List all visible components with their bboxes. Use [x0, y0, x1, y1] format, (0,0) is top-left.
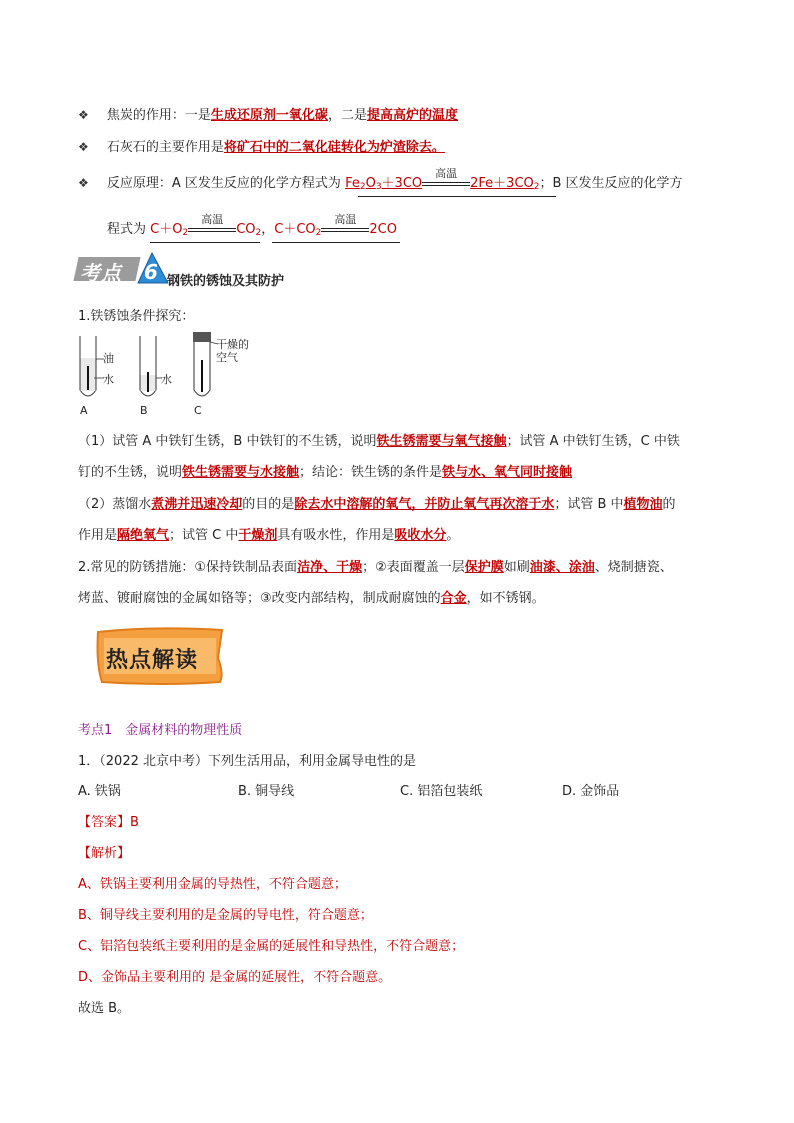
text: 焦炭的作用：一是 [106, 108, 211, 123]
option-c: C. 铝箔包装纸 [400, 784, 483, 799]
answer-underline [272, 242, 400, 243]
reaction-condition: 高温 [321, 223, 369, 237]
option-a: A. 铁锅 [78, 784, 121, 799]
equation-line-b: 程式为 $C+O_2$ 高温 $CO_2$，$C+CO_2$ 高温 2CO [107, 212, 397, 238]
hot-topics-banner: 热点解读 [94, 624, 228, 686]
answer: 生成还原剂一氧化碳 [210, 108, 328, 123]
reaction-condition: 高温 [188, 223, 236, 237]
answer: 提高高炉的温度 [366, 108, 458, 123]
answer-underline [150, 242, 260, 243]
analysis-line: B、铜导线主要利用的是金属的导电性，符合题意； [78, 908, 373, 923]
reaction-condition: 高温 [422, 177, 470, 191]
para-2-line-1: （2）蒸馏水煮沸并迅速冷却的目的是除去水中溶解的氧气，并防止氧气再次溶于水；试管 B 中植物油的 [78, 497, 676, 512]
para-3-line-2: 烤蓝、镀耐腐蚀的金属如铬等；③改变内部结构，制成耐腐蚀的合金，如不锈钢。 [78, 591, 545, 606]
para-2-line-2: 作用是隔绝氧气；试管 C 中干燥剂具有吸水性，作用是吸收水分。 [78, 528, 460, 543]
test-tube-figure: 油 水 水 干燥的 空气 A B C [74, 330, 254, 420]
text: ；B 区发生反应的化学方 [539, 176, 683, 191]
bullet-line-reaction [78, 166, 683, 192]
analysis-label: 【解析】 [78, 846, 131, 861]
equation-b1: $C+O_2$ [150, 222, 189, 238]
bullet-line-limestone [78, 136, 445, 155]
para-1-line-1: （1）试管 A 中铁钉生锈，B 中铁钉的不生锈，说明铁生锈需要与氧气接触；试管 A 中铁钉生锈，C 中铁 [78, 434, 680, 449]
text: 反应原理：A 区发生反应的化学方程式为 [106, 176, 341, 191]
bullet-icon: ❖ [78, 108, 89, 122]
analysis-line: C、铝箔包装纸主要利用的是金属的延展性和导热性，不符合题意； [78, 939, 465, 954]
equation-b2: $C+CO_2$ [274, 222, 322, 238]
analysis-line: D、金饰品主要利用的 是金属的延展性，不符合题意。 [78, 970, 392, 985]
para-1-line-2: 钉的不生锈，说明铁生锈需要与水接触；结论：铁生锈的条件是铁与水、氧气同时接触 [78, 465, 573, 480]
topic-badge: 考点 6 [76, 251, 168, 285]
text: 石灰石的主要作用是 [106, 140, 224, 155]
equation-a: $Fe_2O_3+3CO$ 高温 $2Fe+3CO_2$ [345, 166, 540, 192]
text: ，二是 [327, 108, 367, 123]
topic-title: 钢铁的锈蚀及其防护 [167, 274, 285, 289]
answer-label: 【答案】B [78, 815, 139, 830]
answer-underline [358, 196, 556, 197]
bullet-line-coke [78, 104, 458, 123]
analysis-line: A、铁锅主要利用金属的导热性，不符合题意； [78, 877, 347, 892]
topic-1-label: 考点1 金属材料的物理性质 [78, 723, 243, 738]
para-3-line-1: 2.常见的防锈措施：①保持铁制品表面洁净、干燥；②表面覆盖一层保护膜如刷油漆、涂油、烧制搪瓷、 [78, 560, 673, 575]
final-answer: 故选 B。 [78, 1001, 131, 1016]
rust-heading: 1.铁锈蚀条件探究： [78, 309, 195, 324]
option-d: D. 金饰品 [562, 784, 620, 799]
answer: 将矿石中的二氧化硅转化为炉渣除去。 [223, 140, 445, 155]
option-b: B. 铜导线 [238, 784, 295, 799]
text: 程式为 [107, 222, 147, 237]
question-stem: 1．（2022 北京中考）下列生活用品，利用金属导电性的是 [78, 754, 416, 769]
bullet-icon: ❖ [78, 140, 89, 154]
bullet-icon: ❖ [78, 176, 89, 190]
